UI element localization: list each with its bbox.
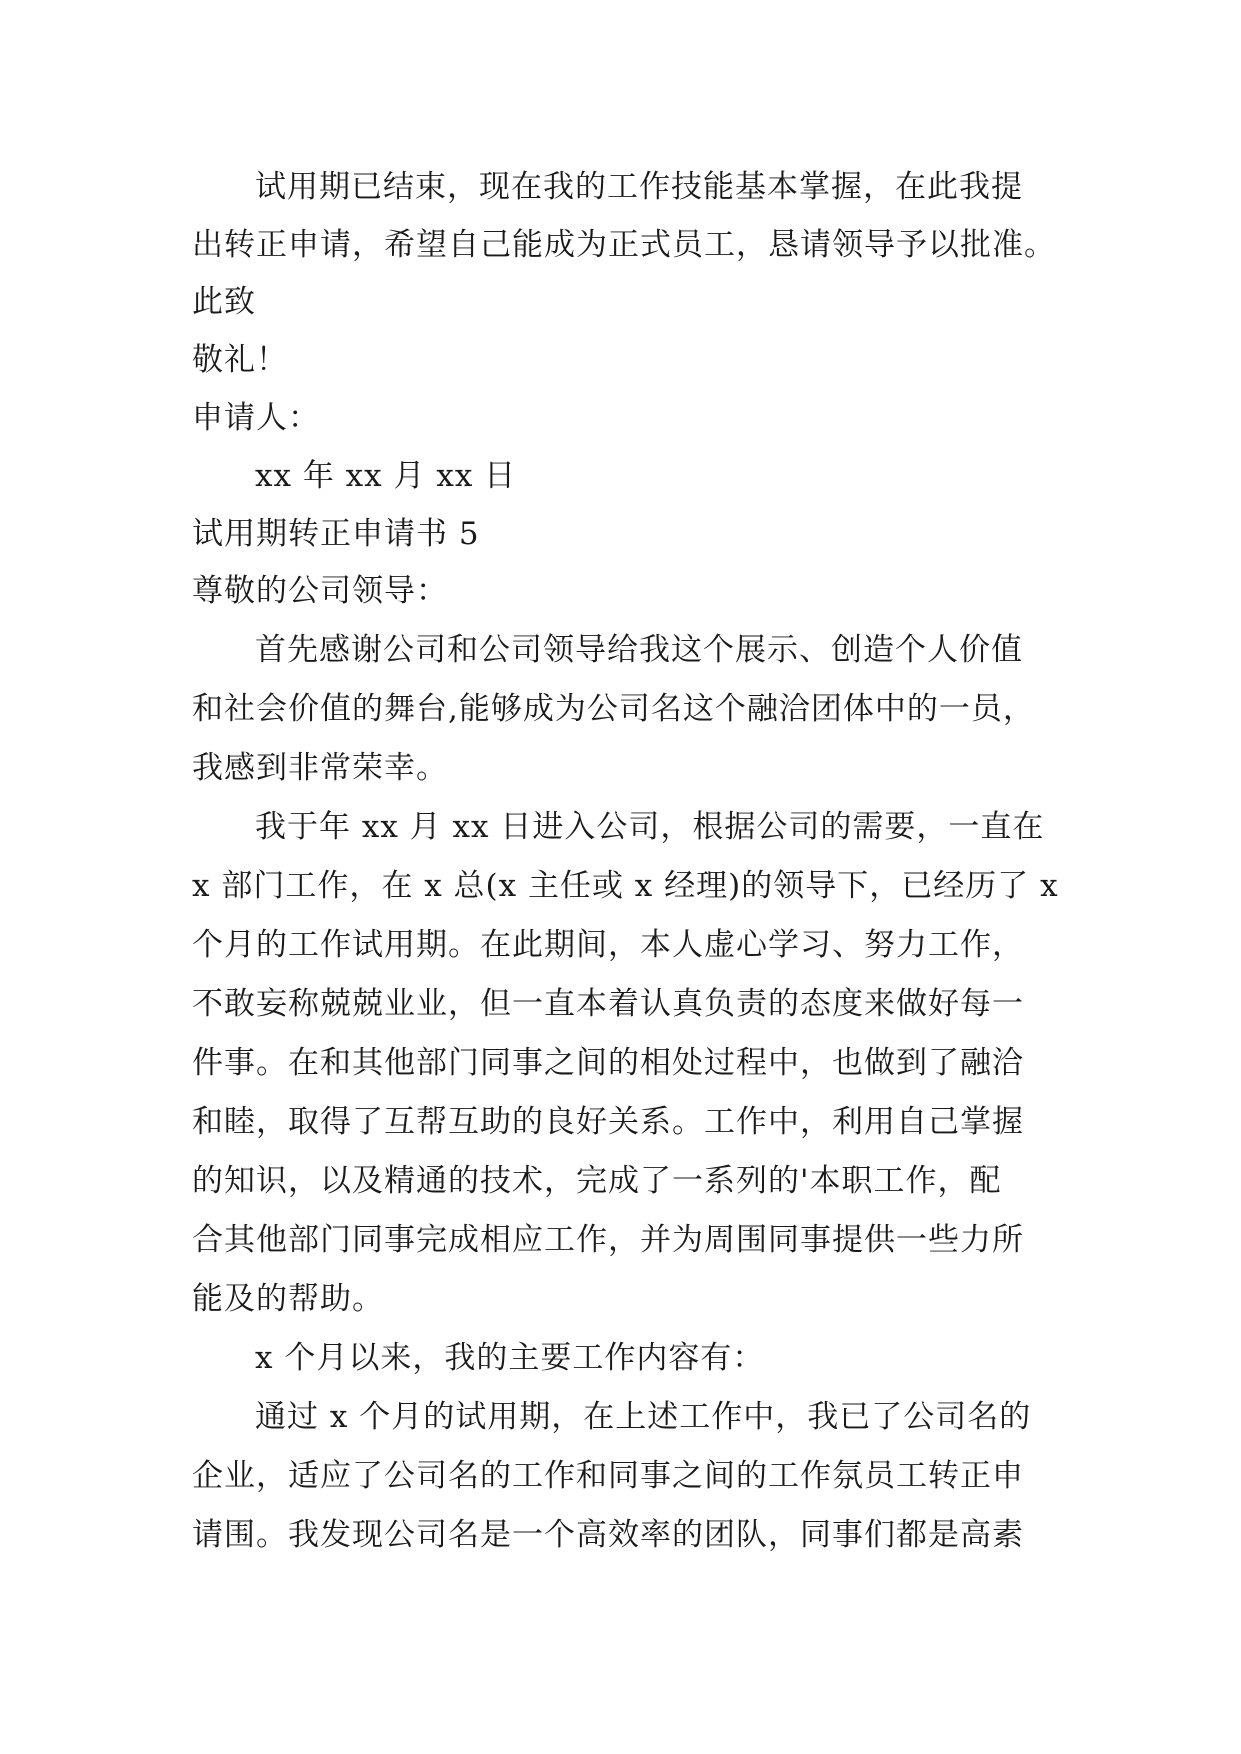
date-line: xx 年 xx 月 xx 日 <box>255 458 517 494</box>
paragraph-3-line-3: 个月的工作试用期。在此期间，本人虚心学习、努力工作， <box>192 927 1024 963</box>
paragraph-4-line-1: x 个月以来，我的主要工作内容有： <box>255 1340 765 1376</box>
paragraph-5-line-2: 企业，适应了公司名的工作和同事之间的工作氛员工转正申 <box>192 1458 1024 1494</box>
paragraph-3-line-1: 我于年 xx 月 xx 日进入公司，根据公司的需要，一直在 <box>255 809 1045 845</box>
salutation: 尊敬的公司领导： <box>192 573 448 609</box>
paragraph-5-line-1: 通过 x 个月的试用期，在上述工作中，我已了公司名的 <box>255 1399 1032 1435</box>
paragraph-3-line-6: 和睦，取得了互帮互助的良好关系。工作中，利用自己掌握 <box>192 1104 1024 1140</box>
paragraph-2-line-1: 首先感谢公司和公司领导给我这个展示、创造个人价值 <box>255 632 1023 668</box>
paragraph-3-line-4: 不敢妄称兢兢业业，但一直本着认真负责的态度来做好每一 <box>192 986 1024 1022</box>
paragraph-3-line-2: x 部门工作，在 x 总(x 主任或 x 经理)的领导下，已经历了 x <box>192 868 1059 904</box>
paragraph-3-line-8: 合其他部门同事完成相应工作，并为周围同事提供一些力所 <box>192 1222 1024 1258</box>
section-title: 试用期转正申请书 5 <box>192 516 480 552</box>
applicant-line: 申请人： <box>192 400 320 436</box>
paragraph-2-line-2: 和社会价值的舞台,能够成为公司名这个融洽团体中的一员， <box>192 691 1035 727</box>
closing-line-1: 此致 <box>192 284 256 320</box>
closing-line-2: 敬礼！ <box>192 342 288 378</box>
paragraph-2-line-3: 我感到非常荣幸。 <box>192 750 448 786</box>
paragraph-1-line-1: 试用期已结束，现在我的工作技能基本掌握，在此我提 <box>255 169 1023 205</box>
paragraph-3-line-7: 的知识，以及精通的技术，完成了一系列的'本职工作，配 <box>192 1163 1002 1199</box>
paragraph-3-line-9: 能及的帮助。 <box>192 1281 384 1317</box>
paragraph-3-line-5: 件事。在和其他部门同事之间的相处过程中，也做到了融洽 <box>192 1045 1024 1081</box>
paragraph-5-line-3: 请围。我发现公司名是一个高效率的团队，同事们都是高素 <box>192 1517 1024 1553</box>
paragraph-1-line-2: 出转正申请，希望自己能成为正式员工，恳请领导予以批准。 <box>192 227 1056 263</box>
